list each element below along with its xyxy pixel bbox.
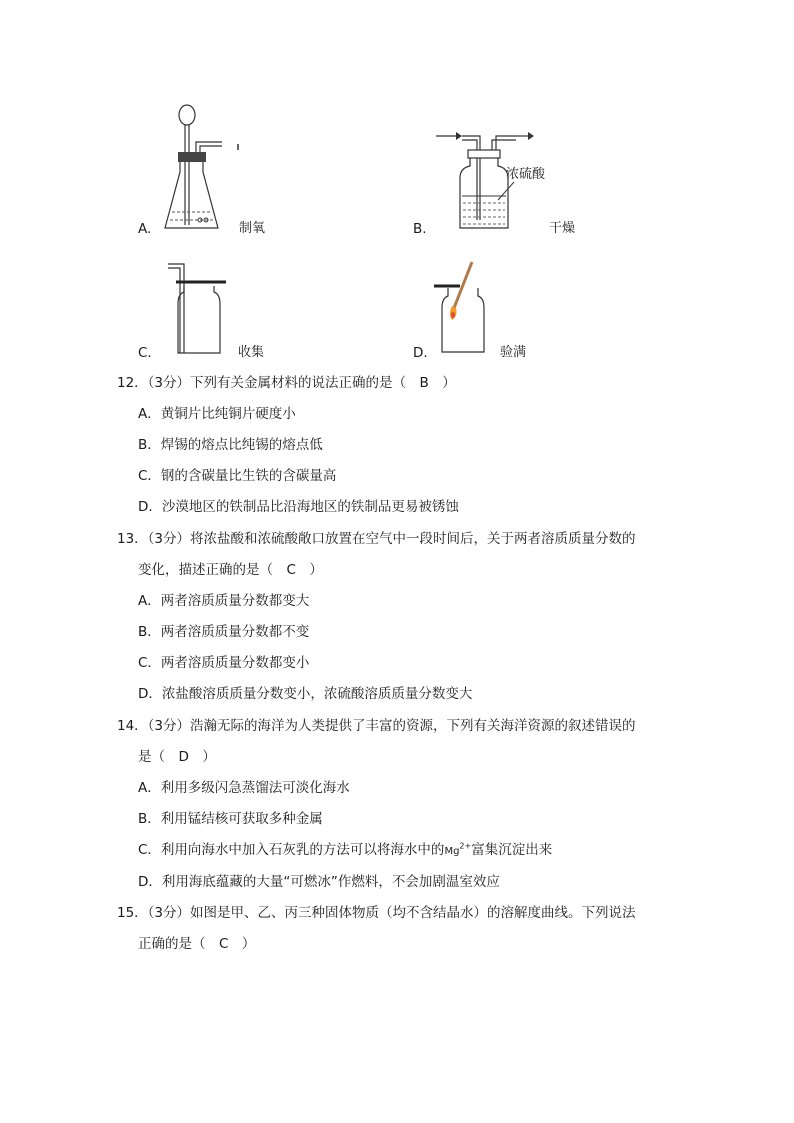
- question-14-option-c-text: C．利用向海水中加入石灰乳的方法可以将海水中的: [138, 842, 445, 858]
- question-15-stem-line2: 正确的是（ C ）: [138, 936, 256, 952]
- question-13-option-c: C．两者溶质质量分数都变小: [138, 655, 310, 671]
- figure-b-acid-label: 浓硫酸: [506, 167, 546, 182]
- question-15-stem-line1: 15．（3分）如图是甲、乙、丙三种固体物质（均不含结晶水）的溶解度曲线。下列说法: [117, 905, 636, 921]
- question-12-stem: 12．（3分）下列有关金属材料的说法正确的是（ B ）: [117, 375, 456, 391]
- figure-b-letter: B.: [413, 221, 427, 237]
- figure-a-letter: A.: [138, 221, 152, 237]
- question-14-stem-line1: 14．（3分）浩瀚无际的海洋为人类提供了丰富的资源，下列有关海洋资源的叙述错误的: [117, 718, 636, 734]
- question-13-stem-line1: 13．（3分）将浓盐酸和浓硫酸敞口放置在空气中一段时间后，关于两者溶质质量分数的: [117, 531, 636, 547]
- question-14-mg-ion: Mg: [444, 846, 460, 857]
- figure-c-caption: 收集: [238, 345, 265, 360]
- figure-d-fullness-check: [434, 258, 494, 358]
- figure-a-caption: 制氧: [239, 221, 266, 236]
- figure-a-oxygen-apparatus: [160, 100, 250, 235]
- question-14-option-a: A．利用多级闪急蒸馏法可淡化海水: [138, 780, 350, 796]
- question-12-option-d: D．沙漠地区的铁制品比沿海地区的铁制品更易被锈蚀: [138, 499, 459, 515]
- question-13-stem-line2: 变化，描述正确的是（ C ）: [138, 562, 323, 578]
- question-13-option-a: A．两者溶质质量分数都变大: [138, 593, 310, 609]
- question-12-option-a: A．黄铜片比纯铜片硬度小: [138, 406, 296, 422]
- question-13-option-d: D．浓盐酸溶质质量分数变小，浓硫酸溶质质量分数变大: [138, 686, 473, 702]
- question-12-option-b: B．焊锡的熔点比纯锡的熔点低: [138, 437, 323, 453]
- question-14-option-c-tail: 富集沉淀出来: [471, 842, 553, 858]
- question-14-option-c: [138, 841, 552, 861]
- question-13-option-b: B．两者溶质质量分数都不变: [138, 624, 310, 640]
- figure-d-letter: D.: [413, 345, 428, 361]
- question-14-option-d: D．利用海底蕴藏的大量“可燃冰”作燃料，不会加剧温室效应: [138, 874, 500, 890]
- question-14-stem-line2: 是（ D ）: [138, 749, 216, 765]
- question-14-mg-charge: 2+: [459, 841, 472, 851]
- question-12-option-c: C．钢的含碳量比生铁的含碳量高: [138, 468, 337, 484]
- figure-c-collection-bottle: [168, 260, 228, 360]
- figure-c-letter: C.: [138, 345, 152, 361]
- figure-d-caption: 验满: [500, 345, 527, 360]
- question-14-option-b: B．利用锰结核可获取多种金属: [138, 811, 323, 827]
- figure-b-caption: 干燥: [549, 221, 576, 236]
